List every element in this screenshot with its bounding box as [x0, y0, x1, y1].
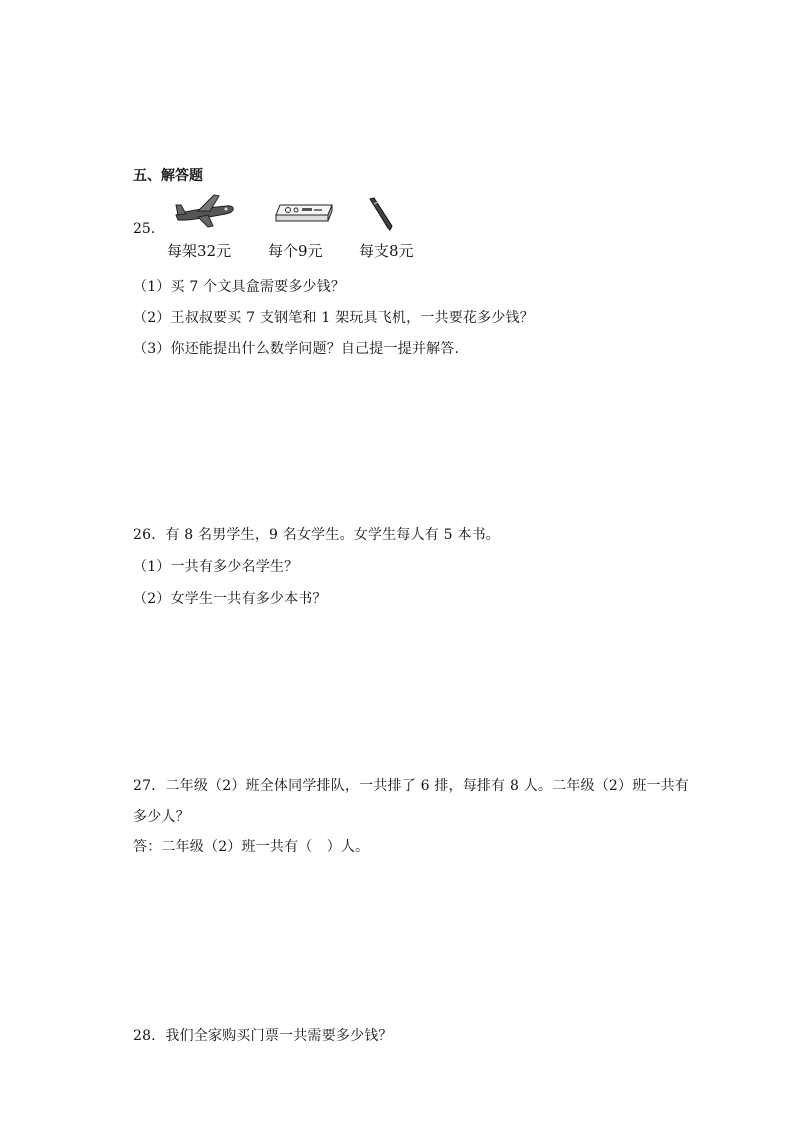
airplane-icon — [174, 193, 236, 229]
q27-answer: 答：二年级（2）班一共有（ ）人。 — [133, 839, 370, 855]
q25-number: 25． — [133, 221, 165, 237]
q26-sub-2: （2）女学生一共有多少本书？ — [133, 591, 327, 607]
section-title: 五、解答题 — [133, 168, 203, 184]
q27-line-2: 多少人？ — [133, 809, 190, 825]
pen-icon — [366, 196, 396, 232]
q25-sub-3: （3）你还能提出什么数学问题？自己提一提并解答. — [133, 341, 460, 357]
q27-line-1: 27．二年级（2）班全体同学排队，一共排了 6 排，每排有 8 人。二年级（2）班一共有 — [133, 778, 690, 794]
pencil-box-icon — [274, 202, 334, 224]
q26-text: 26．有 8 名男学生，9 名女学生。女学生每人有 5 本书。 — [133, 527, 500, 543]
q25-sub-1: （1）买 7 个文具盒需要多少钱？ — [133, 279, 346, 295]
q26-sub-1: （1）一共有多少名学生？ — [133, 559, 299, 575]
q28-text: 28．我们全家购买门票一共需要多少钱？ — [133, 1028, 393, 1044]
q25-sub-2: （2）王叔叔要买 7 支钢笔和 1 架玩具飞机，一共要花多少钱？ — [133, 310, 534, 326]
pencil-box-price: 每个9元 — [268, 242, 323, 260]
pen-price: 每支8元 — [359, 242, 414, 260]
airplane-price: 每架32元 — [167, 242, 232, 260]
